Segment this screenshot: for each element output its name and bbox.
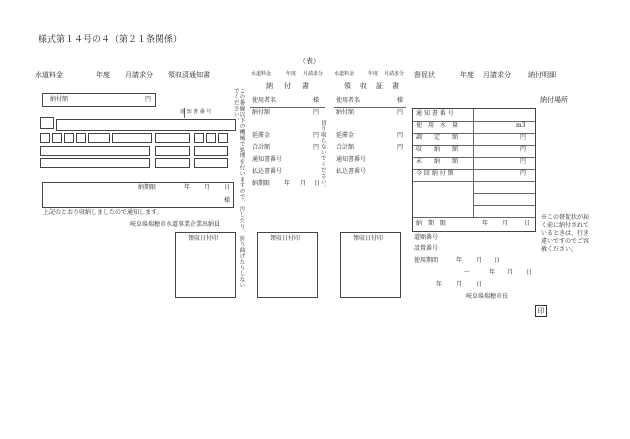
demand-unit-1: m3 [516,122,526,129]
notice-due-month: 月 [204,184,211,191]
demand-issue-month: 月 [456,281,463,288]
receipt-latefee-yen: 円 [397,132,404,139]
demand-due-day: 日 [524,220,531,227]
notice-tsuuchi-no: 通 知 書 番 号 [180,109,212,115]
demand-row-4: 未 納 額 [416,158,459,165]
demand-period-end-day: 日 [526,269,533,276]
stamp-box-2: 領収日付印 [257,232,318,298]
payment-header-month: 月請求分 [303,71,324,77]
payment-amount-label: 納付額 [252,109,271,116]
receipt-header-water: 水道料金 [334,71,355,77]
demand-note: ※この督促状が届く前に納付されているときは、行き違いですのでご容赦ください。 [541,214,590,254]
demand-title-kind: 督促状 [414,71,435,79]
demand-title-month: 月請求分 [483,71,511,79]
receipt-sama: 様 [397,97,404,104]
payment-title: 納 付 書 [266,82,311,90]
receipt-header-month: 月請求分 [384,71,405,77]
payment-due-month: 月 [300,180,307,187]
demand-period-tilde: 〜 [464,269,471,276]
receipt-furikomi-label: 払込書番号 [336,168,367,175]
receipt-header-year: 年度 [368,71,379,77]
ocr-row-2b [155,146,190,156]
ocr-cell-9 [206,133,216,143]
payment-latefee-yen: 円 [313,132,320,139]
notice-received-note: 上記のとおり収納しましたので通知します。 [43,209,163,216]
notice-due-label: 納期限 [138,184,157,191]
receipt-latefee-label: 延滞金 [336,132,355,139]
notice-title: 領収済通知書 [168,71,210,79]
demand-unit-4: 円 [520,158,527,165]
demand-unit-3: 円 [520,146,527,153]
demand-period-month: 月 [476,257,483,264]
demand-row-0: 通 知 書 番 号 [416,110,454,117]
payment-tsuuchi-label: 通知書番号 [252,156,283,163]
notice-sama: 様 [224,197,231,204]
notice-due-day: 日 [224,184,231,191]
receipt-user-label: 使用者名 [336,97,361,104]
demand-row-3: 収 納 額 [416,146,459,153]
mayor-seal-icon: 印 [535,305,547,317]
ocr-row-2c [194,146,228,156]
demand-period-end-year: 年 [489,269,496,276]
demand-due-month: 月 [502,220,509,227]
ocr-cell-4 [76,133,86,143]
demand-unit-5: 円 [520,170,527,177]
form-number: 様式第１４号の４（第２１条関係） [38,35,183,45]
ocr-cell-3 [64,133,74,143]
demand-period-year: 年 [456,257,463,264]
payment-header-year: 年度 [286,71,297,77]
payment-sama: 様 [313,97,320,104]
demand-title-detail: 納付明細 [528,71,556,79]
receipt-total-label: 合計額 [336,144,355,151]
payment-amount-yen: 円 [313,109,320,116]
ocr-cell-2 [52,133,62,143]
ocr-cell-1 [40,133,50,143]
ocr-cell-10 [218,133,228,143]
side-label: （表） [299,57,320,65]
receipt-amount-yen: 円 [397,109,404,116]
ocr-cell-5 [88,133,110,143]
payment-furikomi-label: 払込書番号 [252,168,283,175]
receipt-total-yen: 円 [397,144,404,151]
payment-total-yen: 円 [313,144,320,151]
stamp-box-1: 領収日付印 [175,232,236,298]
demand-row-2: 調 定 額 [416,134,459,141]
ocr-cell-6 [112,133,152,143]
demand-due-year: 年 [482,220,489,227]
payment-due-label: 納期限 [252,180,271,187]
demand-meter-no: 設置番号 [414,245,439,252]
receipt-title: 領 収 証 書 [344,82,400,90]
demand-period-end-month: 月 [507,269,514,276]
demand-title-year: 年度 [460,71,474,79]
demand-due-label: 納 期 限 [416,220,447,227]
payment-due-year: 年 [284,180,291,187]
receipt-tsuuchi-label: 通知書番号 [336,156,367,163]
payment-total-label: 合計額 [252,144,271,151]
notice-due-year: 年 [184,184,191,191]
fold-note: 切り取らないでください。 [319,120,326,191]
demand-row-1: 使 用 水 量 [416,122,459,129]
payment-header-water: 水道料金 [251,71,272,77]
demand-period-label: 使用期間 [414,257,439,264]
demand-issue-year: 年 [436,281,443,288]
ocr-cell-8 [194,133,204,143]
notice-month: 月請求分 [125,71,153,79]
demand-row-5: 今 回 納 付 額 [416,170,454,177]
demand-issue-day: 日 [476,281,483,288]
demand-mayor: 岐阜県瑞穂市長 [466,293,509,300]
perforation-note: この番線以下の機械で処理を行いますので、汚したり、折り曲げたりしないでください。 [232,88,245,289]
receipt-amount-label: 納付額 [336,109,355,116]
ocr-code-strip [56,119,236,131]
demand-period-day: 日 [494,257,501,264]
ocr-row-3b [155,158,190,168]
notice-year: 年度 [96,71,110,79]
payment-due-day: 日 [314,180,321,187]
demand-road-no: 道順番号 [414,234,439,241]
notice-amount-label: 納付額 [50,96,69,103]
ocr-row-2a [40,146,150,156]
demand-unit-2: 円 [520,134,527,141]
stamp-box-3: 領収日付印 [340,232,401,298]
demand-place-label: 納付場所 [540,96,568,104]
payment-latefee-label: 延滞金 [252,132,271,139]
notice-water-title: 水道料金 [35,71,63,79]
payment-user-label: 使用者名 [252,97,277,104]
notice-amount-yen: 円 [145,96,152,103]
ocr-mark-box [40,117,54,129]
ocr-row-3c [194,158,228,168]
ocr-cell-7 [155,133,190,143]
notice-office: 岐阜県瑞穂市水道事業企業出納員 [130,221,221,228]
ocr-row-3a [40,158,150,168]
